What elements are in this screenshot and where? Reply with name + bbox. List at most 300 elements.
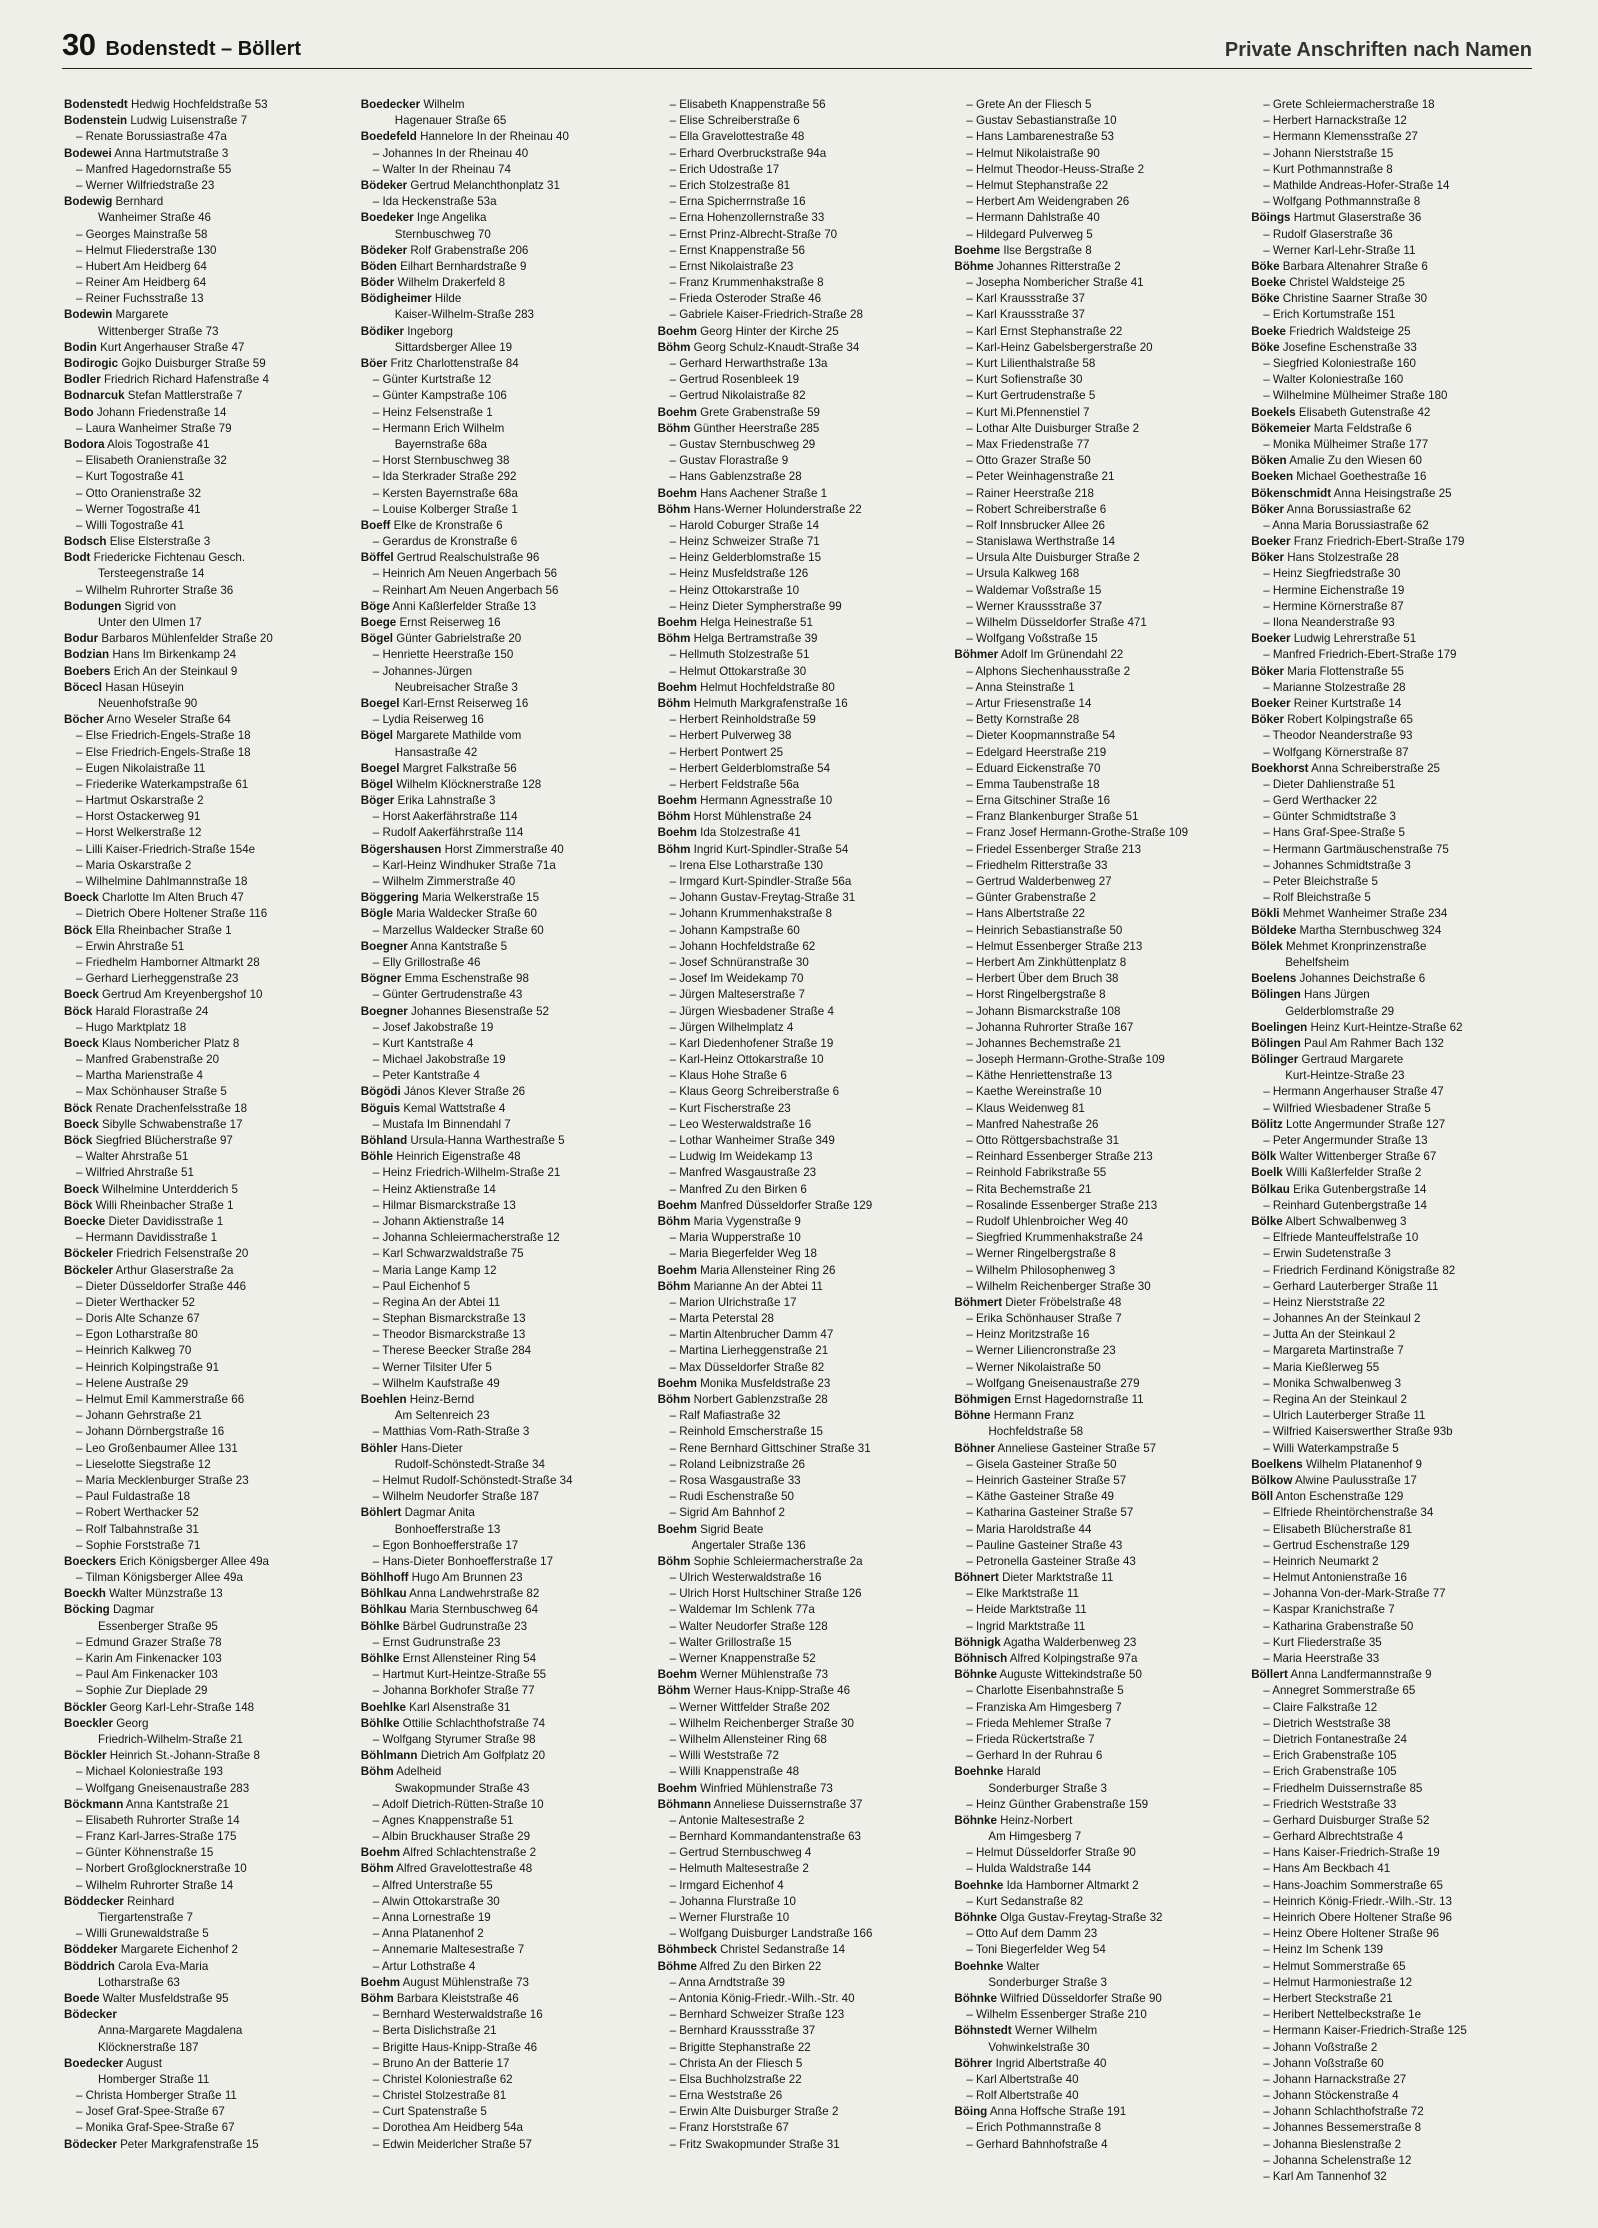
- directory-entry: – Heribert Nettelbeckstraße 1e: [1263, 2008, 1422, 2022]
- surname: Boeck: [64, 891, 99, 905]
- directory-entry: – Willi Grunewaldstraße 5: [76, 1927, 209, 1941]
- directory-entry: – Monika Graf-Spee-Straße 67: [76, 2121, 235, 2135]
- directory-entry: – Egon Lotharstraße 80: [76, 1328, 198, 1342]
- directory-entry: – Hermine Körnerstraße 87: [1263, 599, 1404, 613]
- directory-entry: – Werner Nikolaistraße 50: [966, 1360, 1101, 1374]
- directory-entry: – Gustav Sebastianstraße 10: [966, 114, 1117, 128]
- surname: Boehm: [657, 1263, 697, 1277]
- directory-entry: Böker Anna Borussiastraße 62: [1251, 502, 1412, 516]
- directory-entry: Böden Eilhart Bernhardstraße 9: [360, 259, 527, 273]
- directory-entry: – Josef Jakobstraße 19: [372, 1020, 494, 1034]
- surname: Boekhorst: [1251, 761, 1309, 775]
- directory-entry: – Günter Grabenstraße 2: [966, 891, 1096, 905]
- directory-column-1: [64, 97, 351, 2207]
- directory-entry: Bölek Mehmet Kronprinzenstraße: [1251, 939, 1427, 953]
- directory-entry: Bodnarcuk Stefan Mattlerstraße 7: [64, 389, 243, 403]
- directory-entry: – Hulda Waldstraße 144: [966, 1862, 1091, 1876]
- surname: Böddecker: [64, 1894, 124, 1908]
- directory-entry: Boehm Helga Heinestraße 51: [657, 616, 813, 629]
- surname: Böden: [360, 259, 397, 273]
- directory-entry: – Friedrich Ferdinand Königstraße 82: [1263, 1263, 1456, 1277]
- surname: Bodenstein: [64, 114, 128, 128]
- surname: Boehnke: [954, 1959, 1004, 1973]
- surname: Böhm: [657, 1214, 691, 1228]
- name-range: Bodenstedt – Böllert: [105, 38, 302, 60]
- directory-entry: Böker Maria Flottenstraße 55: [1251, 664, 1404, 678]
- directory-entry: – Erika Schönhauser Straße 7: [966, 1312, 1122, 1326]
- directory-entry: – Waldemar Im Schlenk 77a: [669, 1603, 815, 1617]
- directory-entry: Boehlke Karl Alsenstraße 31: [360, 1700, 511, 1714]
- directory-entry: – Adolf Dietrich-Rütten-Straße 10: [372, 1797, 544, 1811]
- directory-entry: – Wilhelm Allensteiner Ring 68: [669, 1732, 827, 1746]
- directory-entry: – Klaus Hohe Straße 6: [669, 1069, 787, 1083]
- directory-entry: – Ulrich Lauterberger Straße 11: [1263, 1409, 1426, 1423]
- directory-entry: – Wilhelm Neudorfer Straße 187: [372, 1490, 540, 1504]
- surname: Bölingen: [1251, 1036, 1301, 1050]
- surname: Bödiker: [360, 324, 404, 338]
- directory-entry: – Karin Am Finkenacker 103: [76, 1652, 222, 1665]
- surname: Böck: [64, 1198, 93, 1212]
- directory-entry: – Wilhelm Essenberger Straße 210: [966, 2008, 1147, 2022]
- directory-column-5: [1251, 97, 1538, 2207]
- directory-entry: – Rudi Eschenstraße 50: [669, 1490, 794, 1504]
- directory-entry: – Werner Wilfriedstraße 23: [76, 178, 215, 192]
- directory-entry: – Helmuth Maltesestraße 2: [669, 1862, 809, 1876]
- directory-entry: Böhlke Bärbel Gudrunstraße 23: [360, 1619, 528, 1633]
- directory-entry: – Marzellus Waldecker Straße 60: [372, 923, 544, 937]
- directory-entry: Böckeler Arthur Glaserstraße 2a: [64, 1263, 234, 1277]
- surname: Böguis: [360, 1101, 401, 1115]
- surname: Böer: [360, 357, 388, 370]
- directory-entry: – Peter Weinhagenstraße 21: [966, 470, 1115, 484]
- directory-entry: – Matthias Vom-Rath-Straße 3: [372, 1425, 530, 1439]
- directory-entry: – Gerardus de Kronstraße 6: [372, 535, 518, 549]
- surname: Boehm: [360, 1975, 401, 1989]
- directory-entry: – Helmut Theodor-Heuss-Straße 2: [966, 162, 1145, 176]
- directory-entry: – Joseph Hermann-Grothe-Straße 109: [966, 1053, 1165, 1067]
- directory-entry: – Gertrud Walderbenweg 27: [966, 875, 1112, 888]
- directory-entry: – Kurt Gertrudenstraße 5: [966, 389, 1096, 403]
- surname: Boehm: [657, 1781, 697, 1795]
- directory-entry: – Elsa Buchholzstraße 22: [669, 2072, 802, 2086]
- directory-entry: – Walter Ahrstraße 51: [76, 1150, 189, 1164]
- directory-entry: Böhnke Wilfried Düsseldorfer Straße 90: [954, 1991, 1162, 2005]
- directory-entry: Böhnke Auguste Wittekindstraße 50: [954, 1668, 1142, 1682]
- surname: Böhmer: [954, 648, 999, 662]
- directory-entry: Bödigheimer Hilde: [360, 292, 462, 306]
- directory-entry: Böcking Dagmar: [64, 1603, 155, 1617]
- directory-entry: – Dieter Düsseldorfer Straße 446: [76, 1279, 247, 1293]
- directory-entry: – Hans Gablenzstraße 28: [669, 470, 802, 484]
- directory-entry: – Manfred Zu den Birken 6: [669, 1182, 807, 1196]
- directory-entry: – Erich Kortumstraße 151: [1263, 308, 1396, 322]
- directory-entry: – Frieda Rückertstraße 7: [966, 1732, 1095, 1746]
- surname: Böddeker: [64, 1943, 118, 1957]
- directory-entry: – Alfred Unterstraße 55: [372, 1878, 493, 1892]
- directory-entry: – Friedhelm Duissernstraße 85: [1263, 1781, 1423, 1795]
- directory-entry: – Anna Arndtstraße 39: [669, 1975, 785, 1989]
- directory-entry: Böger Erika Lahnstraße 3: [360, 794, 496, 808]
- directory-entry: – Willi Waterkampstraße 5: [1263, 1441, 1399, 1455]
- directory-entry: – Waldemar Voßstraße 15: [966, 583, 1102, 597]
- directory-entry: – Kaethe Wereinstraße 10: [966, 1085, 1102, 1099]
- directory-entry: – Ernst Gudrunstraße 23: [372, 1635, 501, 1649]
- directory-entry: – Gertrud Sternbuschweg 4: [669, 1846, 812, 1860]
- directory-entry: Boege Ernst Reiserweg 16: [360, 616, 501, 629]
- directory-entry: – Erna Gitschiner Straße 16: [966, 794, 1111, 808]
- surname: Böke: [1251, 340, 1280, 354]
- directory-entry: – Eduard Eickenstraße 70: [966, 761, 1101, 775]
- surname: Böhlke: [360, 1652, 400, 1665]
- directory-entry: Böhrer Ingrid Albertstraße 40: [954, 2056, 1107, 2070]
- directory-entry: Boegner Anna Kantstraße 5: [360, 939, 508, 953]
- directory-entry: – Gerhard Herwarthstraße 13a: [669, 357, 828, 370]
- directory-entry: Böhm Werner Haus-Knipp-Straße 46: [657, 1684, 851, 1698]
- directory-entry: Böll Anton Eschenstraße 129: [1251, 1490, 1404, 1504]
- surname: Bödecker: [64, 2137, 117, 2151]
- surname: Boehm: [657, 680, 697, 694]
- directory-entry: – Otto Röttgersbachstraße 31: [966, 1134, 1120, 1147]
- directory-entry: Böhlkau Anna Landwehrstraße 82: [360, 1587, 540, 1601]
- directory-entry: – Ida Sterkrader Straße 292: [372, 470, 517, 484]
- surname: Böggering: [360, 891, 419, 905]
- surname: Böhnke: [954, 1911, 997, 1924]
- directory-entry: – Elisabeth Blücherstraße 81: [1263, 1522, 1413, 1536]
- directory-entry: Böhm Marianne An der Abtei 11: [657, 1279, 824, 1293]
- surname: Boeckler: [64, 1716, 113, 1730]
- directory-entry: Böhnke Olga Gustav-Freytag-Straße 32: [954, 1911, 1163, 1924]
- directory-entry: Böhm Sophie Schleiermacherstraße 2a: [657, 1554, 863, 1568]
- directory-entry: – Antonia König-Friedr.-Wilh.-Str. 40: [669, 1991, 855, 2005]
- directory-entry: – Jürgen Malteserstraße 7: [669, 988, 805, 1002]
- directory-entry: Boehm Hans Aachener Straße 1: [657, 486, 828, 500]
- surname: Bodur: [64, 632, 99, 646]
- directory-entry: – Bernhard Schweizer Straße 123: [669, 2008, 845, 2022]
- directory-entry: – Walter Neudorfer Straße 128: [669, 1619, 828, 1633]
- directory-entry: Böddeker Margarete Eichenhof 2: [64, 1943, 239, 1957]
- surname: Boegel: [360, 761, 400, 775]
- directory-entry: Bölitz Lotte Angermunder Straße 127: [1251, 1117, 1446, 1131]
- directory-entry: Böddrich Carola Eva-Maria: [64, 1959, 209, 1973]
- surname: Böhmbeck: [657, 1943, 717, 1957]
- directory-entry: – Wilhelm Reichenberger Straße 30: [966, 1279, 1151, 1293]
- directory-entry: Boehm Alfred Schlachtenstraße 2: [360, 1846, 537, 1860]
- directory-entry: – Horst Ostackerweg 91: [76, 810, 201, 824]
- directory-entry: – Charlotte Eisenbahnstraße 5: [966, 1684, 1124, 1698]
- surname: Böhm: [360, 1991, 394, 2005]
- directory-entry: Boehm Winfried Mühlenstraße 73: [657, 1781, 833, 1795]
- surname: Bölkow: [1251, 1473, 1293, 1487]
- surname: Böffel: [360, 551, 394, 565]
- directory-entry: – Maria Heerstraße 33: [1263, 1652, 1380, 1665]
- directory-entry: – Walter In der Rheinau 74: [372, 162, 511, 176]
- directory-entry: – Michael Jakobstraße 19: [372, 1053, 506, 1067]
- directory-entry: – Johanna Bieslenstraße 2: [1263, 2137, 1402, 2151]
- directory-entry: Boedefeld Hannelore In der Rheinau 40: [360, 130, 569, 144]
- directory-entry: – Erna Weststraße 26: [669, 2089, 783, 2103]
- directory-entry: – Peter Kantstraße 4: [372, 1069, 480, 1083]
- surname: Boehm: [657, 826, 697, 840]
- directory-entry: – Wilhelmine Mülheimer Straße 180: [1263, 389, 1448, 403]
- directory-entry: – Herbert Pontwert 25: [669, 745, 784, 759]
- directory-entry: – Ursula Kalkweg 168: [966, 567, 1080, 581]
- surname: Boehm: [657, 1668, 697, 1682]
- directory-entry: Bökenschmidt Anna Heisingstraße 25: [1251, 486, 1452, 500]
- directory-entry: Boeck Wilhelmine Unterdderich 5: [64, 1182, 238, 1196]
- directory-entry: Bodin Kurt Angerhauser Straße 47: [64, 340, 245, 354]
- directory-entry: – Ulrich Westerwaldstraße 16: [669, 1571, 822, 1585]
- directory-entry: Boehlen Heinz-Bernd: [360, 1393, 475, 1406]
- directory-entry: Böckler Heinrich St.-Johann-Straße 8: [64, 1749, 260, 1763]
- directory-entry: – Antonie Maltesestraße 2: [669, 1813, 805, 1827]
- directory-entry: – Günter Schmidtstraße 3: [1263, 810, 1396, 824]
- directory-entry: – Wolfgang Gneisenaustraße 279: [966, 1376, 1140, 1390]
- directory-entry: – Willi Knappenstraße 48: [669, 1765, 800, 1779]
- directory-entry: Boehm August Mühlenstraße 73: [360, 1975, 529, 1989]
- directory-entry: Lotharstraße 63: [98, 1975, 180, 1989]
- directory-entry: – Wolfgang Duisburger Landstraße 166: [669, 1927, 873, 1941]
- directory-entry: Klöcknerstraße 187: [98, 2040, 199, 2054]
- directory-entry: – Katharina Gasteiner Straße 57: [966, 1506, 1134, 1520]
- directory-entry: – Heinz Friedrich-Wilhelm-Straße 21: [372, 1166, 561, 1180]
- directory-entry: Boeker Reiner Kurtstraße 14: [1251, 696, 1402, 710]
- directory-entry: – Elly Grillostraße 46: [372, 955, 481, 969]
- directory-entry: – Reiner Am Heidberg 64: [76, 276, 207, 290]
- directory-entry: – Wilfried Kaiserswerther Straße 93b: [1263, 1425, 1453, 1439]
- directory-entry: – Johannes Schmidtstraße 3: [1263, 858, 1411, 872]
- directory-entry: Bodenstedt Hedwig Hochfeldstraße 53: [64, 98, 268, 111]
- surname: Böhm: [657, 842, 691, 856]
- surname: Bögle: [360, 907, 394, 921]
- directory-entry: – Ida Heckenstraße 53a: [372, 195, 497, 209]
- directory-entry: Sternbuschweg 70: [394, 227, 491, 241]
- directory-entry: – Hans Lambarenestraße 53: [966, 130, 1114, 144]
- directory-entry: – Klaus Georg Schreiberstraße 6: [669, 1085, 840, 1099]
- directory-entry: – Agnes Knappenstraße 51: [372, 1813, 514, 1827]
- directory-entry: – Ralf Mafiastraße 32: [669, 1409, 781, 1423]
- surname: Boehnke: [954, 1878, 1004, 1892]
- directory-entry: – Karl Am Tannenhof 32: [1263, 2170, 1387, 2183]
- surname: Böhlkau: [360, 1603, 407, 1617]
- directory-entry: Böggering Maria Welkerstraße 15: [360, 891, 540, 905]
- directory-entry: Bodzian Hans Im Birkenkamp 24: [64, 648, 237, 662]
- directory-entry: – Bernhard Westerwaldstraße 16: [372, 2008, 543, 2022]
- directory-entry: – Manfred Grabenstraße 20: [76, 1053, 220, 1067]
- directory-entry: Böken Amalie Zu den Wiesen 60: [1251, 454, 1422, 468]
- directory-entry: – Johann Nierststraße 15: [1263, 146, 1394, 160]
- directory-entry: Boedecker August: [64, 2056, 162, 2070]
- directory-entry: – Christa Homberger Straße 11: [76, 2089, 237, 2103]
- directory-entry: Böker Robert Kolpingstraße 65: [1251, 713, 1413, 727]
- directory-entry: – Johann Aktienstraße 14: [372, 1214, 505, 1228]
- directory-entry: – Heinz Musfeldstraße 126: [669, 567, 809, 581]
- directory-entry: – Horst Sternbuschweg 38: [372, 454, 510, 468]
- directory-entry: – Johanna Schleiermacherstraße 12: [372, 1231, 560, 1245]
- directory-entry: – Grete Schleiermacherstraße 18: [1263, 98, 1435, 111]
- directory-entry: Boedecker Wilhelm: [360, 98, 465, 111]
- directory-entry: – Kurt Togostraße 41: [76, 470, 185, 484]
- directory-entry: – Hellmuth Stolzestraße 51: [669, 648, 810, 662]
- directory-entry: – Robert Schreiberstraße 6: [966, 502, 1107, 516]
- surname: Böckeler: [64, 1263, 113, 1277]
- directory-entry: Bodt Friedericke Fichtenau Gesch.: [64, 551, 246, 565]
- directory-entry: – Karl Ernst Stephanstraße 22: [966, 324, 1123, 338]
- directory-entry: – Hermann Davidisstraße 1: [76, 1231, 218, 1245]
- directory-entry: Sonderburger Straße 3: [988, 1975, 1107, 1989]
- directory-entry: Boehm Monika Musfeldstraße 23: [657, 1376, 831, 1390]
- surname: Bögel: [360, 632, 394, 646]
- directory-entry: Böing Anna Hoffsche Straße 191: [954, 2105, 1127, 2119]
- directory-entry: Bögel Margarete Mathilde vom: [360, 729, 522, 743]
- surname: Böcecl: [64, 680, 103, 694]
- directory-entry: Böhnert Dieter Marktstraße 11: [954, 1571, 1114, 1585]
- surname: Boeff: [360, 518, 391, 532]
- surname: Böhler: [360, 1441, 398, 1455]
- directory-entry: – Helmut Nikolaistraße 90: [966, 146, 1100, 160]
- surname: Böckler: [64, 1749, 107, 1763]
- directory-entry: Bögödi János Klever Straße 26: [360, 1085, 526, 1099]
- directory-entry: – Reinhard Essenberger Straße 213: [966, 1150, 1153, 1164]
- directory-entry: – Paul Eichenhof 5: [372, 1279, 471, 1293]
- directory-entry: – Bernhard Kraussstraße 37: [669, 2024, 816, 2038]
- directory-entry: – Heinz Felsenstraße 1: [372, 405, 493, 419]
- directory-entry: Böckmann Anna Kantstraße 21: [64, 1797, 229, 1811]
- surname: Bölk: [1251, 1150, 1277, 1164]
- surname: Bödeker: [360, 178, 408, 192]
- directory-entry: – Erwin Ahrstraße 51: [76, 939, 185, 953]
- surname: Bodnarcuk: [64, 389, 125, 403]
- directory-entry: Böder Wilhelm Drakerfeld 8: [360, 276, 506, 290]
- directory-entry: – Johann Krummenhakstraße 8: [669, 907, 832, 921]
- directory-entry: – Maria Kießlerweg 55: [1263, 1360, 1380, 1374]
- directory-entry: – Martin Altenbrucher Damm 47: [669, 1328, 834, 1342]
- directory-entry: Boehm Manfred Düsseldorfer Straße 129: [657, 1198, 873, 1212]
- directory-entry: Böhm Barbara Kleiststraße 46: [360, 1991, 519, 2005]
- directory-entry: Böck Harald Florastraße 24: [64, 1004, 209, 1018]
- directory-entry: – Anna Platanenhof 2: [372, 1927, 484, 1941]
- surname: Böhm: [657, 1554, 691, 1568]
- directory-entry: – Emma Taubenstraße 18: [966, 777, 1100, 791]
- surname: Böke: [1251, 259, 1280, 273]
- page-number: 30: [62, 27, 96, 62]
- surname: Böhm: [360, 1765, 394, 1779]
- directory-entry: – Werner Flurstraße 10: [669, 1911, 790, 1924]
- directory-entry: – Heinrich Kolpingstraße 91: [76, 1360, 220, 1374]
- directory-entry: – Gerd Werthacker 22: [1263, 794, 1378, 808]
- directory-entry: – Anna Lornestraße 19: [372, 1911, 491, 1924]
- directory-entry: – Karl-Heinz Windhuker Straße 71a: [372, 858, 556, 872]
- directory-entry: – Dorothea Am Heidberg 54a: [372, 2121, 523, 2135]
- surname: Boeker: [1251, 535, 1291, 549]
- directory-entry: Hagenauer Straße 65: [394, 114, 507, 128]
- directory-entry: – Stanislawa Werthstraße 14: [966, 535, 1116, 549]
- directory-entry: – Karl Albertstraße 40: [966, 2072, 1079, 2086]
- directory-entry: – Heinrich Neumarkt 2: [1263, 1554, 1379, 1568]
- surname: Böhlkau: [360, 1587, 407, 1601]
- directory-entry: – Johanna Ruhrorter Straße 167: [966, 1020, 1134, 1034]
- surname: Böck: [64, 923, 93, 937]
- directory-entry: Bodsch Elise Elsterstraße 3: [64, 535, 211, 549]
- directory-entry: – Rosalinde Essenberger Straße 213: [966, 1198, 1158, 1212]
- surname: Böck: [64, 1134, 93, 1147]
- directory-entry: Boehm Werner Mühlenstraße 73: [657, 1668, 829, 1682]
- directory-entry: Neubreisacher Straße 3: [394, 680, 518, 694]
- directory-entry: Böker Hans Stolzestraße 28: [1251, 551, 1399, 565]
- directory-entry: Bögel Günter Gabrielstraße 20: [360, 632, 522, 646]
- directory-entry: – Frieda Mehlemer Straße 7: [966, 1716, 1112, 1730]
- directory-entry: – Hans Am Beckbach 41: [1263, 1862, 1391, 1876]
- directory-entry: – Harold Coburger Straße 14: [669, 518, 820, 532]
- directory-entry: – Wilhelm Ruhrorter Straße 14: [76, 1878, 234, 1892]
- directory-entry: – Erhard Overbruckstraße 94a: [669, 146, 827, 160]
- directory-entry: – Rene Bernhard Gittschiner Straße 31: [669, 1441, 871, 1455]
- directory-entry: – Leo Westerwaldstraße 16: [669, 1117, 812, 1131]
- directory-entry: – Johanna Borkhofer Straße 77: [372, 1684, 535, 1698]
- directory-entry: – Tilman Königsberger Allee 49a: [76, 1571, 243, 1585]
- directory-entry: – Johanna Schelenstraße 12: [1263, 2153, 1412, 2167]
- directory-entry: Boeck Sibylle Schwabenstraße 17: [64, 1117, 243, 1131]
- surname: Boeker: [1251, 696, 1291, 710]
- surname: Böhne: [954, 1409, 991, 1423]
- surname: Boeken: [1251, 470, 1294, 484]
- directory-entry: – Marta Peterstal 28: [669, 1312, 774, 1326]
- directory-entry: – Karl Schwarzwaldstraße 75: [372, 1247, 524, 1261]
- directory-entry: – Hilmar Bismarckstraße 13: [372, 1198, 516, 1212]
- surname: Bökemeier: [1251, 421, 1311, 435]
- directory-entry: – Artur Lothstraße 4: [372, 1959, 476, 1973]
- directory-entry: Swakopmunder Straße 43: [394, 1781, 530, 1795]
- directory-entry: – Alwin Ottokarstraße 30: [372, 1894, 500, 1908]
- surname: Böhm: [657, 696, 691, 710]
- directory-entry: Böck Willi Rheinbacher Straße 1: [64, 1198, 234, 1212]
- surname: Boekels: [1251, 405, 1296, 419]
- directory-entry: Bödecker Peter Markgrafenstraße 15: [64, 2137, 259, 2151]
- directory-entry: Bögle Maria Waldecker Straße 60: [360, 907, 537, 921]
- directory-entry: – Anna Maria Borussiastraße 62: [1263, 518, 1429, 532]
- directory-entry: – Brigitte Stephanstraße 22: [669, 2040, 811, 2054]
- directory-entry: – Elfriede Manteuffelstraße 10: [1263, 1231, 1419, 1245]
- surname: Bodin: [64, 340, 97, 354]
- directory-entry: – Friederike Waterkampstraße 61: [76, 777, 249, 791]
- directory-entry: Boelens Johannes Deichstraße 6: [1251, 972, 1426, 986]
- directory-entry: Boegner Johannes Biesenstraße 52: [360, 1004, 549, 1018]
- directory-entry: – Johannes Bessemerstraße 8: [1263, 2121, 1422, 2135]
- directory-entry: – Helmut Düsseldorfer Straße 90: [966, 1846, 1136, 1860]
- directory-entry: – Helmut Fliederstraße 130: [76, 243, 217, 257]
- directory-entry: – Heinrich Gasteiner Straße 57: [966, 1473, 1127, 1487]
- directory-entry: – Lothar Alte Duisburger Straße 2: [966, 421, 1140, 435]
- directory-entry: – Renate Borussiastraße 47a: [76, 130, 227, 144]
- directory-entry: – Walter Koloniestraße 160: [1263, 373, 1404, 387]
- section-title: Private Anschriften nach Namen: [1224, 39, 1532, 61]
- surname: Boehm: [657, 486, 697, 500]
- directory-entry: – Heinz Obere Holtener Straße 96: [1263, 1927, 1440, 1941]
- directory-entry: Bodewig Bernhard: [64, 195, 164, 209]
- directory-entry: Bögershausen Horst Zimmerstraße 40: [360, 842, 564, 856]
- directory-entry: – Heinz Nierststraße 22: [1263, 1295, 1385, 1309]
- directory-entry: – Otto Auf dem Damm 23: [966, 1927, 1098, 1941]
- directory-entry: Boehnke Ida Hamborner Altmarkt 2: [954, 1878, 1139, 1892]
- directory-entry: – Otto Grazer Straße 50: [966, 454, 1091, 468]
- directory-entry: – Paul Fuldastraße 18: [76, 1490, 191, 1504]
- surname: Böhnke: [954, 1813, 997, 1827]
- surname: Boebers: [64, 664, 111, 678]
- surname: Boeke: [1251, 276, 1286, 290]
- directory-entry: Bonhoefferstraße 13: [394, 1522, 501, 1536]
- directory-entry: – Sophie Forststraße 71: [76, 1538, 201, 1552]
- directory-entry: – Johann Voßstraße 60: [1263, 2056, 1384, 2070]
- directory-entry: – Johannes An der Steinkaul 2: [1263, 1312, 1421, 1326]
